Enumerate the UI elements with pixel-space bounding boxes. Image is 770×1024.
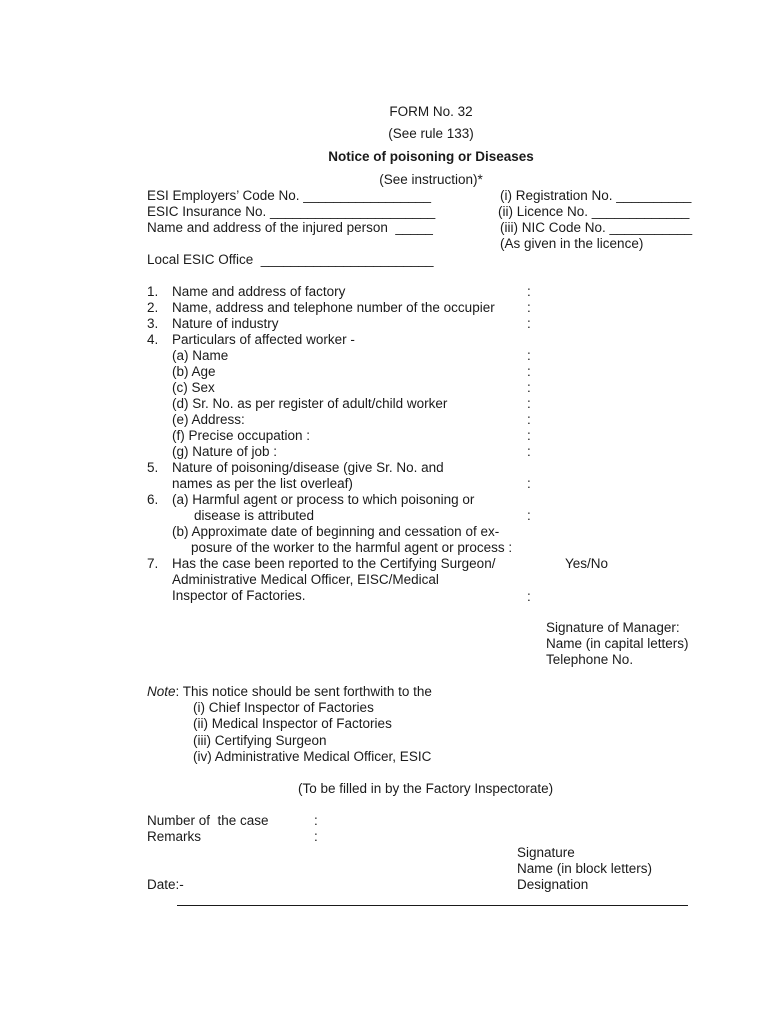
item-number-1: 1. (147, 284, 159, 299)
item-worker-occupation: (f) Precise occupation : (172, 428, 311, 443)
item-occupier: Name, address and telephone number of the occupier (172, 300, 495, 315)
form-title: Notice of poisoning or Diseases (328, 149, 534, 164)
item-poisoning-nature-cont: names as per the list overleaf) (172, 476, 353, 491)
case-number-label: Number of the case (147, 813, 269, 828)
item-colon: : (527, 508, 531, 523)
licence-no-field: (ii) Licence No. _____________ (498, 204, 690, 219)
item-case-reported: Has the case been reported to the Certifying Surgeon/ (172, 556, 496, 571)
inspector-designation-label: Designation (517, 877, 589, 892)
item-colon: : (527, 380, 531, 395)
remarks-colon: : (314, 829, 318, 844)
item-case-reported-cont: Administrative Medical Officer, EISC/Medical (172, 572, 439, 587)
item-colon: : (527, 284, 531, 299)
item-affected-worker: Particulars of affected worker - (172, 332, 355, 347)
note-recipient: (ii) Medical Inspector of Factories (193, 716, 392, 731)
item-colon: : (527, 396, 531, 411)
case-number-colon: : (314, 813, 318, 828)
form-number: FORM No. 32 (389, 104, 473, 119)
item-case-reported-cont: Inspector of Factories. (172, 588, 306, 603)
item-exposure-dates-cont: posure of the worker to the harmful agent or process : (191, 540, 513, 555)
note-paragraph (147, 684, 432, 700)
item-colon: : (527, 589, 531, 604)
local-esic-office-field: Local ESIC Office _______________________ (147, 252, 434, 267)
registration-no-field: (i) Registration No. __________ (500, 188, 692, 203)
item-number-2: 2. (147, 300, 159, 315)
item-colon: : (527, 476, 531, 491)
manager-name-label: Name (in capital letters) (546, 636, 689, 651)
item-harmful-agent: (a) Harmful agent or process to which poisoning or (172, 492, 475, 507)
item-number-6: 6. (147, 492, 159, 507)
bottom-divider (177, 905, 688, 906)
item-worker-age: (b) Age (172, 364, 216, 379)
remarks-label: Remarks (147, 829, 202, 844)
item-factory-name: Name and address of factory (172, 284, 346, 299)
instruction-reference: (See instruction)* (379, 172, 483, 187)
item-colon: : (527, 300, 531, 315)
item-colon: : (527, 348, 531, 363)
item-colon: : (527, 364, 531, 379)
item-poisoning-nature: Nature of poisoning/disease (give Sr. No. and (172, 460, 444, 475)
note-recipient: (iii) Certifying Surgeon (193, 733, 327, 748)
item-number-5: 5. (147, 460, 159, 475)
esic-insurance-field: ESIC Insurance No. ______________________ (147, 204, 436, 219)
item-worker-register-no: (d) Sr. No. as per register of adult/child worker (172, 396, 448, 411)
nic-code-field: (iii) NIC Code No. ___________ (500, 220, 693, 235)
item-nature-of-industry: Nature of industry (172, 316, 279, 331)
date-label: Date:- (147, 877, 184, 892)
licence-note: (As given in the licence) (500, 236, 644, 251)
item-harmful-agent-cont: disease is attributed (194, 508, 315, 523)
inspector-signature-label: Signature (517, 845, 575, 860)
item-exposure-dates: (b) Approximate date of beginning and cessation of ex- (172, 524, 500, 539)
rule-reference: (See rule 133) (388, 126, 474, 141)
item-worker-name: (a) Name (172, 348, 229, 363)
injured-person-field: Name and address of the injured person _____ (147, 220, 433, 235)
item-worker-address: (e) Address: (172, 412, 245, 427)
note-recipient: (i) Chief Inspector of Factories (193, 700, 374, 715)
item-number-4: 4. (147, 332, 159, 347)
note-recipient: (iv) Administrative Medical Officer, ESIC (193, 749, 432, 764)
inspectorate-heading: (To be filled in by the Factory Inspectorate) (298, 781, 554, 796)
manager-phone-label: Telephone No. (546, 652, 634, 667)
item-colon: : (527, 428, 531, 443)
esi-employers-code-field: ESI Employers’ Code No. _________________ (147, 188, 431, 203)
item-colon: : (527, 444, 531, 459)
item-worker-sex: (c) Sex (172, 380, 215, 395)
note-text: : This notice should be sent forthwith to the (175, 684, 432, 699)
item-worker-job: (g) Nature of job : (172, 444, 278, 459)
item-colon: : (527, 316, 531, 331)
manager-signature-label: Signature of Manager: (546, 620, 680, 635)
item-number-3: 3. (147, 316, 159, 331)
item-number-7: 7. (147, 556, 159, 571)
yes-no-option: Yes/No (565, 556, 609, 571)
item-colon: : (527, 412, 531, 427)
inspector-name-label: Name (in block letters) (517, 861, 653, 876)
note-label: Note (147, 684, 176, 699)
